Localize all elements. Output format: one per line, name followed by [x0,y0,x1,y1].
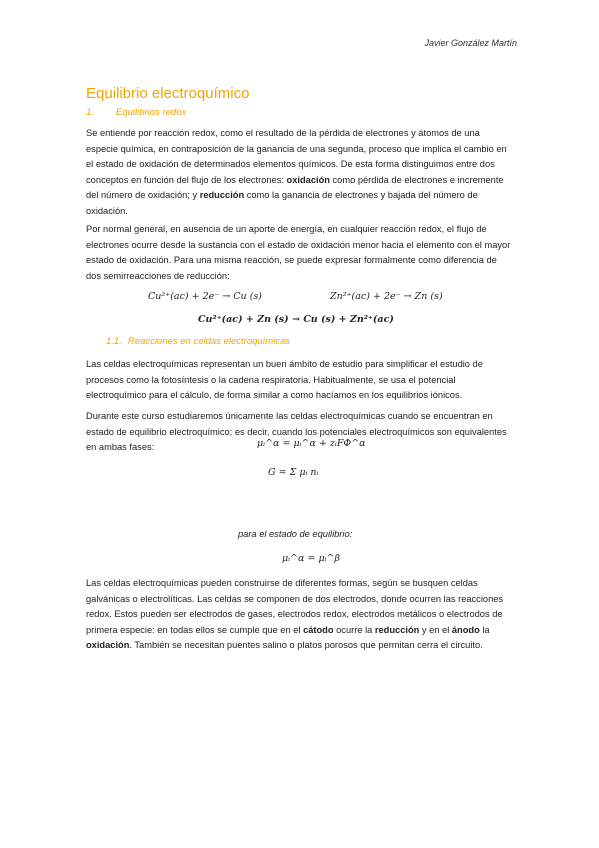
term-reduccion: reducción [199,190,245,201]
text-run: Se entiende por reacción redox, como el resultado de la pérdida de electrones y átomos de una especie química, en contraposición de la ganancia de una segunda, proceso que implica el cambio en el estado de oxidación de determinados elementos químicos. De esta forma distinguimos entre dos conceptos en función del flujo de los electrones: [86,128,507,185]
term-catodo: cátodo [303,624,334,635]
term-oxidacion: oxidación [286,174,330,185]
text-run: la [479,624,490,635]
section-number: 1. [86,107,94,118]
paragraph-electrochemical-cells: Las celdas electroquímicas representan un buen ámbito de estudio para simplificar el estudio de procesos como la fotosíntesis o la cadena respiratoria. Habitualmente, se usa el potencial electroquímico para el cálculo, de forma similar a como hacíamos en los equilibrios iónicos. [86,359,483,401]
term-reduccion: reducción [374,624,420,635]
text-run: como pérdida de electrones e incremente del número de oxidación; y [86,174,504,201]
paragraph-equilibrium: Durante este curso estudiaremos únicamente las celdas electroquímicas cuando se encuentran en estado de equilibrio electroquímico; es decir, cuando los potenciales electroquímicos son equivalentes en ambas fases: [86,411,507,453]
equation-zn-half-reaction: Zn²⁺(ac) + 2e⁻ → Zn (s) [330,291,443,302]
document-title: Equilibrio electroquímico [86,85,250,102]
equilibrium-caption: para el estado de equilibrio: [238,529,353,539]
section-number: 1.1. [106,336,122,347]
paragraph-redox-definition [86,126,514,220]
section-heading-1 [86,107,186,118]
formula-gibbs-energy: G = Σ μᵢ nᵢ [268,467,319,478]
paragraph-cell-construction [86,576,514,654]
text-run: como la ganancia de electrones y bajada del número de oxidación. [86,190,478,216]
term-anodo: ánodo [451,624,480,635]
formula-equilibrium-condition: μᵢ^α = μᵢ^β [282,553,340,564]
header-author: Javier González Martín [424,38,517,48]
equation-overall-reaction: Cu²⁺(ac) + Zn (s) → Cu (s) + Zn²⁺(ac) [198,314,394,325]
text-run: y en el [419,624,452,635]
term-oxidacion: oxidación [86,640,130,651]
formula-electrochemical-potential: μᵢ^α = μᵢ^α + zᵢFΦ^α [257,438,366,449]
section-heading-1-1 [106,336,290,347]
section-label: Equilibrios redox [116,107,187,118]
section-label: Reacciones en celdas electroquímicas [128,336,291,347]
text-run: . También se necesitan puentes salino o platos porosos que permitan cerra el circuito. [129,640,483,651]
text-run: Las celdas electroquímicas pueden construirse de diferentes formas, según se busquen celdas galvánicas o electrolíticas. Las celdas se componen de dos electrodos, donde ocurren las reacciones redox. Estos pueden ser electrodos de gases, electrodos redox, electrodos metálicos o electrodos de primera especie: en todas ellos se cumple que en el [86,578,504,635]
paragraph-electron-flow: Por normal general, en ausencia de un aporte de energía, en cualquier reacción redox, el flujo de electrones ocurre desde la sustancia con el estado de oxidación menor hacia el elemento con el mayor estado de oxidación. Para una misma reacción, se puede expresar formalmente como diferencia de dos semirreacciones de reducción: [86,224,511,281]
text-run: ocurre la [333,624,375,635]
equation-cu-half-reaction: Cu²⁺(ac) + 2e⁻ → Cu (s) [148,291,262,302]
